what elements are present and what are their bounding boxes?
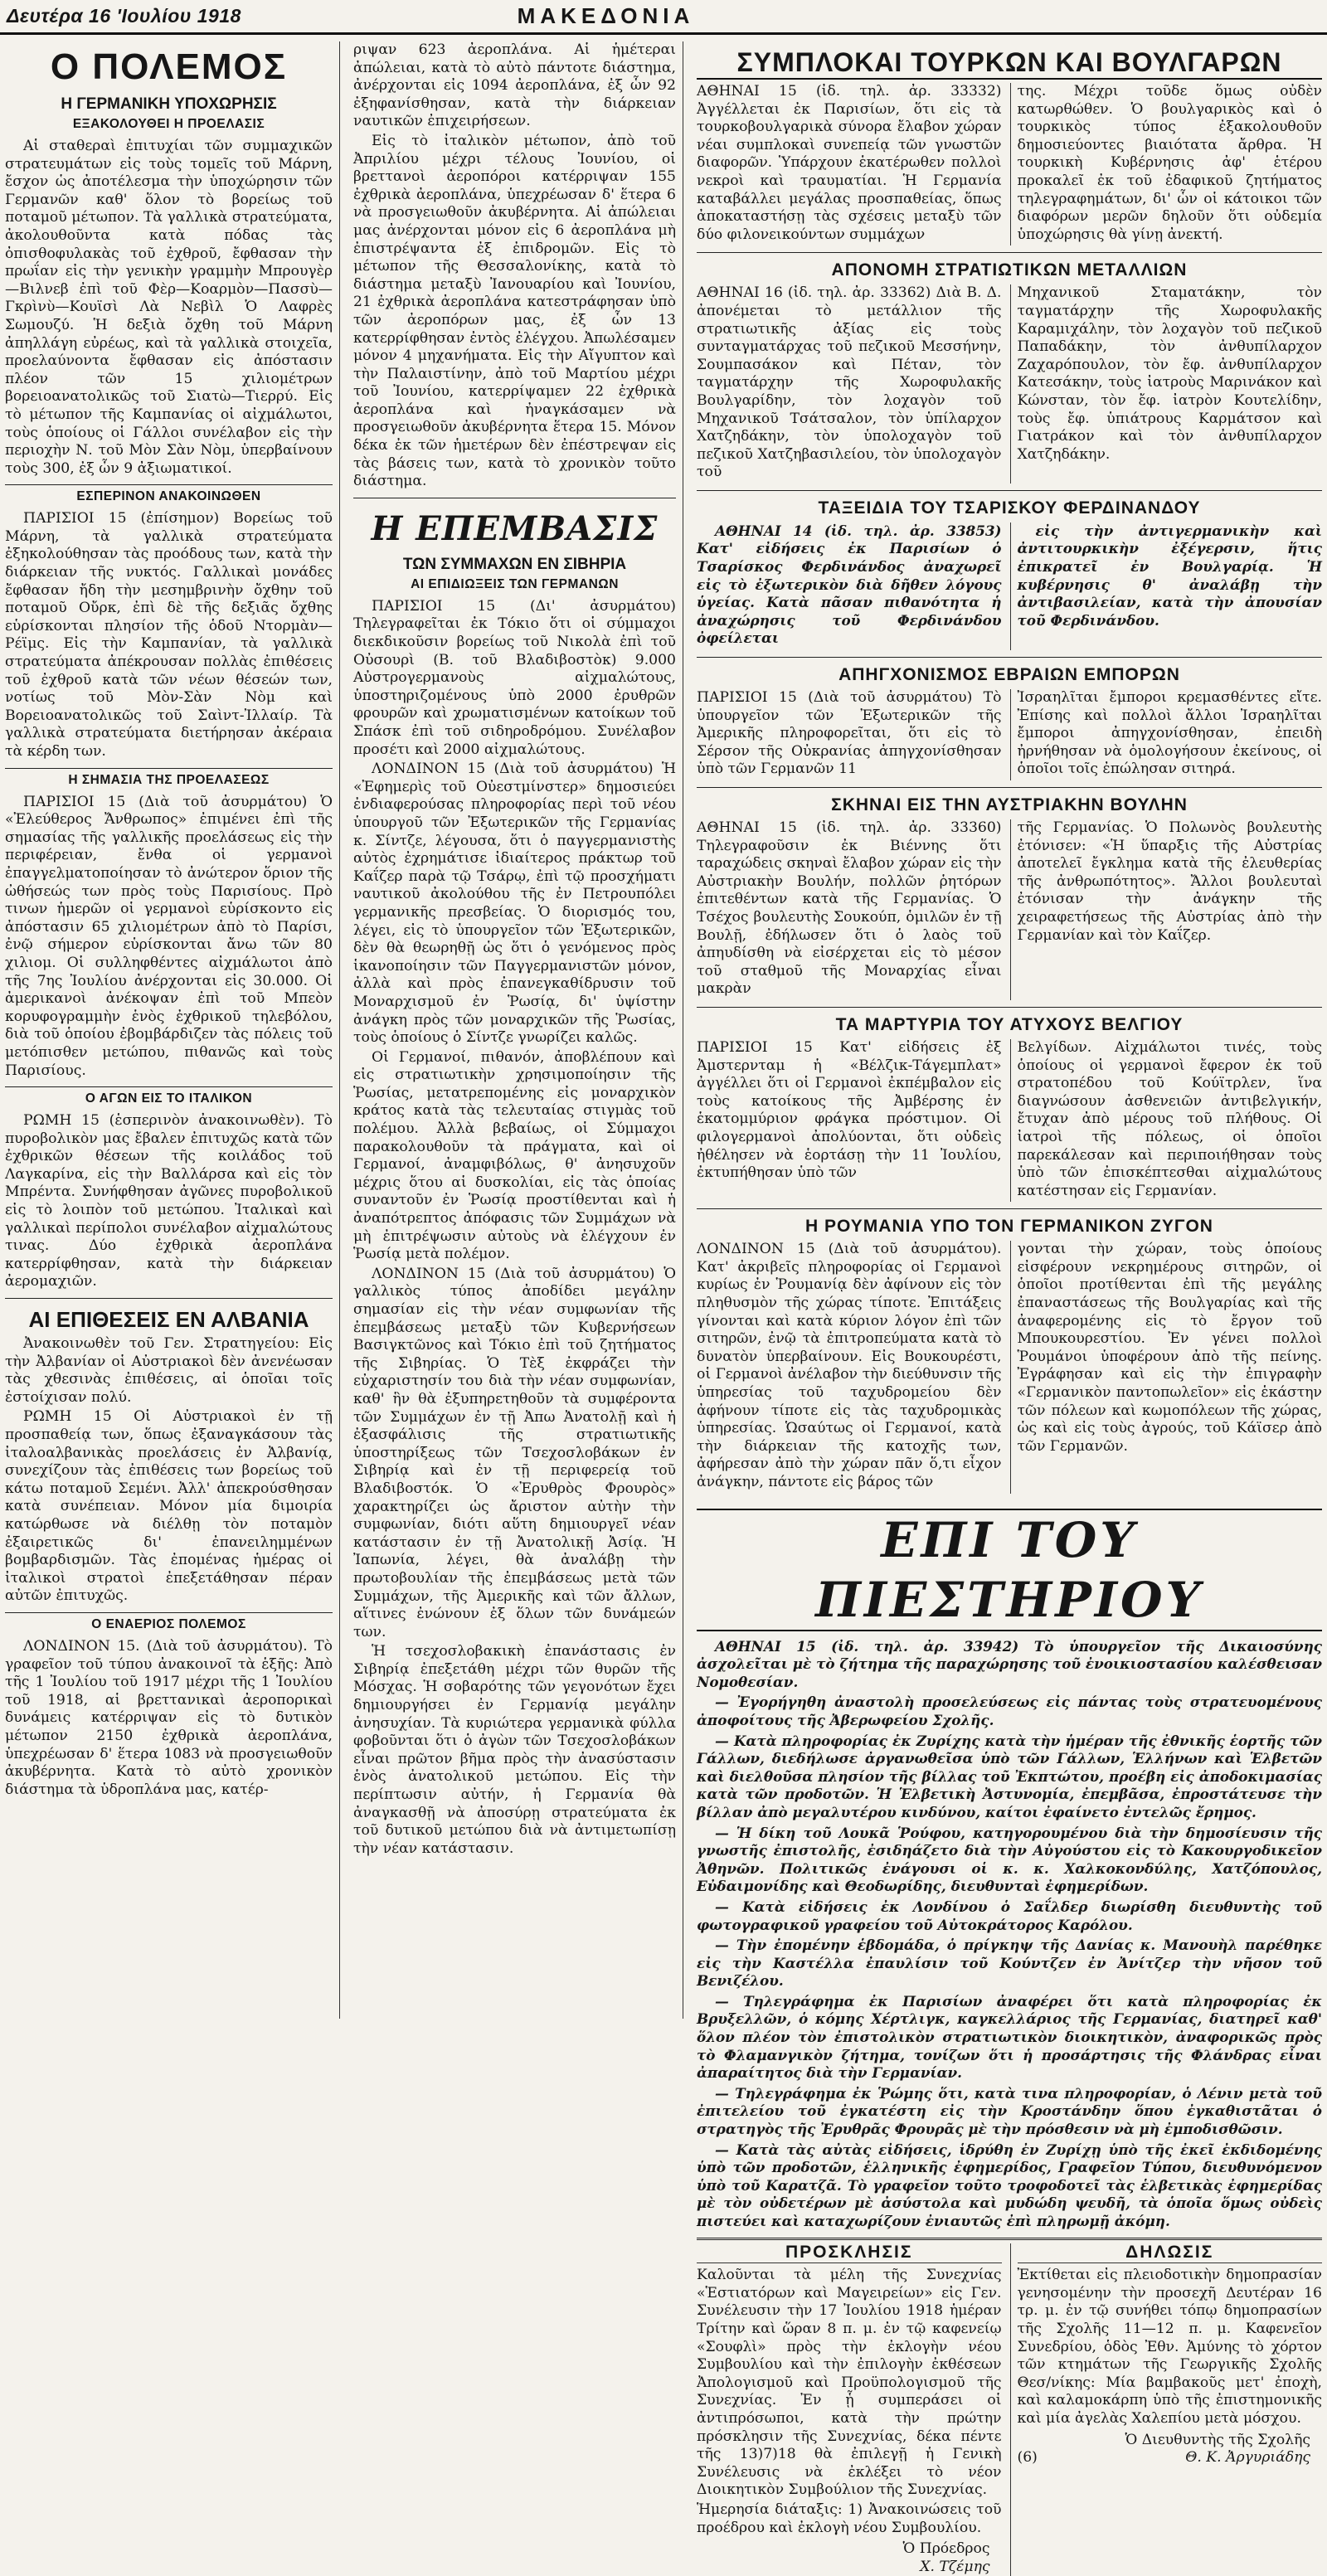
article-body: [697, 689, 1322, 780]
notice-body: Ἐκτίθεται εἰς πλειοδοτικὴν δημοπρασίαν γενησομένην τὴν προσεχῆ Δευτέραν 16 τρ. μ. ἐν τῷ συνήθει τόπῳ δημοπρασίων τῆς Σχολῆς 11—12 π. μ. Καφενεῖον Συνεδρίου, ὁδὸς Ἐθν. Ἀμύνης τὸ χόρτον τῶν κτημάτων τῆς Γεωργικῆς Σχολῆς Θεσ/νίκης: Μία βαμβακοῦς μετ' ἐποχὴ, καὶ καλαμοκάρπη ὑπὸ τῆς ἐπιστημονικῆς καὶ μία ἀγελὰς Χαλεπίου μετὰ μόσχου.: [1017, 2267, 1322, 2427]
divider: [697, 657, 1322, 658]
article-paragraph: της. Μέχρι τοῦδε ὅμως οὐδὲν κατωρθώθεν. Ὁ βουλγαρικὸς καὶ ὁ τουρκικὸς τύπος ἐξακολουθοῦν δημοσιεύοντες βιαιότατα ἄρθρα. Ἡ τουρκικὴ Κυβέρνησις ἀφ' ἑτέρου προκαλεῖ ἐκ τοῦ ἐδαφικοῦ ζητήματος τηλεγραφημάτων, δι' ὧν οἱ κάτοικοι τῶν διαφόρων μερῶν δηλοῦν ὅτι οὐδεμία ὑποχώρησις θὰ γίνῃ ἀνεκτή.: [1017, 83, 1322, 243]
article-body: [697, 83, 1322, 245]
divider: [697, 787, 1322, 788]
notices: [697, 2243, 1322, 2576]
article-paragraph: ΠΑΡΙΣΙΟΙ 15 (Διὰ τοῦ ἀσυρμάτου) Τὸ ὑπουργεῖον τῶν Ἐξωτερικῶν τῆς Ἀμερικῆς πληροφορεῖται, ὅτι εἰς τὸ Σέρσον τῆς Οὐκρανίας ἀπηγχονίσθησαν ὑπὸ τῶν Γερμανῶν 11: [697, 689, 1002, 778]
article-paragraph: Ἀνακοινωθὲν τοῦ Γεν. Στρατηγείου: Εἰς τὴν Ἀλβανίαν οἱ Αὐστριακοὶ δὲν ἀνενέωσαν τὰς χθεσινὰς ἐπιθέσεις, αἱ ὁποῖαι τοῖς ἐστοίχισαν πολύ.: [5, 1335, 333, 1406]
article-body: [697, 284, 1322, 484]
notice-title: ΔΗΛΩΣΙΣ: [1018, 2243, 1323, 2264]
article-title: ΤΑ ΜΑΡΤΥΡΙΑ ΤΟΥ ΑΤΥΧΟΥΣ ΒΕΛΓΙΟΥ: [835, 1014, 1184, 1034]
article-paragraph: ΠΑΡΙΣΙΟΙ 15 (Διὰ τοῦ ἀσυρμάτου) Ὁ «Ἐλεύθερος Ἄνθρωπος» ἐπιμένει ἐπὶ τῆς σημασίας τῆς γαλλικῆς προελάσεως εἰς τὴν περιφέρειαν, ἔνθα οἱ γερμανοὶ ἐπαγγελματοποίησαν τὸ ἀνώτερον ὅριον τῆς ὠθήσεώς των πρὸς τοὺς Παρισίους. Πρὸ τινων ἡμερῶν οἱ γερμανοὶ εὑρίσκοντο εἰς ἀπόστασιν 65 χιλιομέτρων ἀπὸ τὸ Παρίσι, ἐνῷ σήμερον εὑρίσκονται ἄνω τῶν 80 χιλιομ. Οἱ συλληφθέντες αἰχμάλωτοι ἀπὸ τῆς 7ης Ἰουλίου ἀνέρχονται εἰς 30.000. Οἱ ἀμερικανοὶ ἀνέκοψαν ἐπὶ τοῦ Μπεὸν κορυφογραμμὴν ἑνὸς ἐχθρικοῦ τηλεβόλου, διὰ τοῦ ὁποίου ἐβομβάρδιζεν τὰς πόλεις τοῦ μετόπισθεν μετώπου, πιθανῶς καὶ τοὺς Παρισίους.: [5, 793, 333, 1079]
divider: [697, 2238, 1322, 2240]
divider: [5, 1086, 333, 1087]
article-title: ΣΥΜΠΛΟΚΑΙ ΤΟΥΡΚΩΝ ΚΑΙ ΒΟΥΛΓΑΡΩΝ: [697, 46, 1322, 80]
article-paragraph: γονται τὴν χώραν, τοὺς ὁποίους εἰσφέρουν νεκρημέρους σιτηρῶν, οἱ ὁποῖοι προτίθενται ἐπὶ τῆς μεγάλης ἐπαναστάσεως τῆς Βουλγαρίας καὶ τῆς ἀναφερομένης εἰς τὸ ἔργον τοῦ Μπουκουρεστίου. Ἐν γένει πολλοὶ Ῥουμάνοι ὑποφέρουν ἀπὸ τῆς πείνης. Ἐγράφησαν καὶ εἰς τὴν ἐπιγραφὴν «Γερμανικὸν παντοπωλεῖον» εἰς ἑκάστην τῶν πόλεων καὶ κωμοπόλεων τῆς χώρας, ὡς καὶ εἰς τοὺς ἀγρούς, τοῦ Κάϊσερ ἀπὸ τῶν Γερμανῶν.: [1017, 1241, 1322, 1455]
notice-signature-role: Ὁ Πρόεδρος: [902, 2540, 990, 2558]
article-title: Η ΡΟΥΜΑΝΙΑ ΥΠΟ ΤΟΝ ΓΕΡΜΑΝΙΚΟΝ ΖΥΓΟΝ: [805, 1217, 1213, 1237]
notice-number: (6): [1017, 2449, 1038, 2467]
divider: [5, 1612, 333, 1613]
notice-body: Καλοῦνται τὰ μέλη τῆς Συνεχνίας «Ἑστιατόρων καὶ Μαγειρείων» εἰς Γεν. Συνέλευσιν τὴν 17 Ἰουλίου 1918 ἡμέραν Τρίτην καὶ ὥραν 8 π. μ. ἐν τῷ καφενείῳ «Σουφλὶ» πρὸς τὴν ἐκλογὴν νέου Συμβουλίου καὶ τὴν ἐπιλογὴν ἐκθέσεων Ἀπολογισμοῦ καὶ Προϋπολογισμοῦ τῆς Συνεχνίας. Ἐν ᾗ συμπεράσει οἱ ἀντιπρόσωποι, κατὰ τὴν πρώτην πρόσκλησιν τῆς Συνεχνίας, δέκα πέντε τῆς 13)7)18 θὰ ἐπιλεγῇ ἡ Γενικὴ Συνέλευσις νὰ ἐκλέξει τὸ νέον Διοικητικὸν Συμβούλιον τῆς Συνεχνίας.: [697, 2267, 1002, 2499]
article-paragraph: Ἰσραηλῖται ἔμποροι κρεμασθέντες εἴτε. Ἐπίσης καὶ πολλοὶ ἄλλοι Ἰσραηλῖται ἔμποροι ἀπηγχονίσθησαν, ἐπειδὴ ἠρνήθησαν νὰ ὁμολογήσουν ἐκείνους, οἱ ὁποῖοι τοῖς ἐπώλησαν σιτηρά.: [1017, 689, 1322, 778]
column-3: [690, 41, 1322, 2575]
divider: [697, 252, 1322, 253]
article-paragraph: ΡΩΜΗ 15 Οἱ Αὐστριακοὶ ἐν τῇ προσπαθείᾳ των, ὅπως ἐξαναγκάσουν τὰς ἰταλοαλβανικὰς προελάσεις ἐν Ἀλβανίᾳ, συνεχίζουν τὰς ἐπιθέσεις των βορείως τοῦ κάτω ποταμοῦ Σεμένι. Ἀλλ' ἀπεκρούσθησαν κατὰ συνέπειαν. Μόνον μία διμοιρία κατώρθωσε νὰ διέλθῃ τὸν ποταμὸν ἐξαιρετικῶς δι' ἐπανειλημμένων βομβαρδισμῶν. Τὰς ἐπομένας ἡμέρας οἱ ἰταλικοὶ στρατοὶ ἐπεξετάθησαν πέραν αὐτῶν ἐπιτυχῶς.: [5, 1408, 333, 1605]
article-paragraph: ΠΑΡΙΣΙΟΙ 15 (ἐπίσημον) Βορείως τοῦ Μάρνη, τὰ γαλλικὰ στρατεύματα ἐξηκολούθησαν τὰς προόδους των, κατὰ τὴν διάρκειαν τῆς νυκτός. Γαλλικαὶ μονάδες ἔφθασαν ἤδη τὴν μεσημβρινὴν ὄχθην τοῦ ποταμοῦ Οὔρκ, ἐπὶ δὲ τῆς δεξιᾶς ὄχθης εὑρίσκονται πλησίον τῆς ὁδοῦ Ντορμὰν—Ρέϊμς. Εἰς τὴν Καμπανίαν, τὰ γαλλικὰ στρατεύματα ἀπέκρουσαν πολλὰς ἐπιθέσεις τοῦ ἐχθροῦ κατὰ τῶν νέων θέσεών των, νοτίως τοῦ Μὸν-Σὰν Νὸμ καὶ Βορειοανατολικῶς τοῦ Σαὶντ-Ἰλλαίρ. Τὰ γαλλικὰ στρατεύματα διετήρησαν ἀκέραια τὰ κέρδη των.: [5, 510, 333, 760]
article-heading: Ο ΕΝΑΕΡΙΟΣ ΠΟΛΕΜΟΣ: [91, 1616, 246, 1631]
article-heading: Ο ΑΓΩΝ ΕΙΣ ΤΟ ΙΤΑΛΙΚΟΝ: [85, 1091, 253, 1106]
press-note: — Τηλεγράφημα ἐκ Ῥώμης ὅτι, κατὰ τινα πληροφορίαν, ὁ Λένιν μετὰ τοῦ ἐπιτελείου τοῦ ἐγκατέστη εἰς τὴν Κροστάνδην ὅπου ἐγκαθιστᾶται ὁ στρατηγὸς τῆς Ἐρυθρᾶς Φρουρᾶς μὲ τὴν πρόσθεσιν νὰ μὴ ἐμποδισθῶσιν.: [697, 2084, 1322, 2138]
notice-signature-name: Χ. Τζέμης: [920, 2558, 990, 2575]
press-note: — Κατὰ πληροφορίας ἐκ Ζυρίχης κατὰ τὴν ἡμέραν τῆς ἐθνικῆς ἑορτῆς τῶν Γάλλων, διεδήλωσε ἀργανωθεῖσα ὑπὸ τῶν Γάλλων, Ἑλλήνων καὶ Ἑλβετῶν καὶ διελθοῦσα πλησίον τῆς βίλλας τοῦ Ἐκπτώτου, προέβη εἰς ἀποδοκιμασίας κατὰ τῶν προδοτῶν. Ἡ Ἑλβετικὴ Ἀστυνομία, ἐπεμβᾶσα, ἐπροστάτευσε τὴν βίλλαν ἀπὸ μεγαλυτέρου κινδύνου, καίτοι ἐφαίνετο ἐντελῶς ἔρημος.: [697, 1732, 1322, 1820]
divider: [697, 490, 1322, 491]
notice-invitation: [697, 2243, 1002, 2576]
article-paragraph: ΑΘΗΝΑΙ 15 (ἰδ. τηλ. ἀρ. 33332) Ἀγγέλλεται ἐκ Παρισίων, ὅτι εἰς τὰ τουρκοβουλγαρικὰ σύνορα ἔλαβον χώραν νέαι συμπλοκαὶ συνεπείᾳ τῶν γνωστῶν διαφορῶν. Ὑπάρχουν ἑκατέρωθεν πολλοὶ νεκροὶ καὶ τραυματίαι. Ἡ Γερμανία καταβάλλει μεγάλας προσπαθείας, ὅπως ἀποκαταστήσῃ τὰς σχέσεις μεταξὺ τῶν δύο φιλονεικούντων συμμάχων: [697, 83, 1002, 243]
notice-agenda: Ἡμερησία διάταξις: 1) Ἀνακοινώσεις τοῦ προέδρου καὶ ἐκλογὴ νέου Συμβουλίου.: [697, 2501, 1002, 2536]
article-paragraph: Αἱ σταθεραὶ ἐπιτυχίαι τῶν συμμαχικῶν στρατευμάτων εἰς τοὺς τομεῖς τοῦ Μάρνη, ἔσχον ὡς ἀποτέλεσμα τὴν ὑποχώρησιν τῶν Γερμανῶν καθ' ὅλον τὸ βορείως τοῦ ποταμοῦ μέτωπον. Τὰ γαλλικὰ στρατεύματα, ἀκολουθοῦντα κατὰ πόδας τὰς ὀπισθοφυλακὰς τοῦ ἐχθροῦ, ἔφθασαν τὴν πρωΐαν εἰς τὴν γενικὴν γραμμὴν Μπρουγὲρ—Βιλνεβ ἐπὶ τοῦ Φὲρ—Κοαρμὸν—Πασσὺ—Γκρὶνὺ—Κουϊσὶ Λὰ Νεβὶλ Ὁ Λαφρὲς Σωμουζύ. Ἡ δεξιὰ ὄχθη τοῦ Μάρνη ἀπηλλάγη εὐρέως, καὶ τὰ γαλλικὰ στοιχεῖα, προελαύνοντα ἔφθασαν εἰς ἀπόστασιν πλέον τῶν 15 χιλιομέτρων βορειοανατολικῶς τοῦ Σιατὼ—Τιερρύ. Εἰς τὸ μέτωπον τῆς Καμπανίας οἱ αἰχμάλωτοι, τοὺς ὁποίους οἱ Γάλλοι συνέλαβον εἰς τὴν περιοχὴν Ν. τοῦ Μὸν Σὰν Νὸμ, ὑπερβαίνουν τοὺς 300, ἐξ ὧν 9 ἀξιωματικοί.: [5, 138, 333, 477]
article-paragraph: Εἰς τὸ ἰταλικὸν μέτωπον, ἀπὸ τοῦ Ἀπριλίου μέχρι τέλους Ἰουνίου, οἱ βρεττανοὶ ἀεροπόροι κατέρριψαν 155 ἐχθρικὰ ἀεροπλάνα, ὑπεχρέωσαν δ' ἕτερα 6 νὰ προσγειωθοῦν ἀκυβέρνητα. Αἱ ἀπώλειαι μας ἀνέρχονται μόνον εἰς 6 ἀεροπλάνα μὴ ἐπιστρέψαντα ἐξ ἐπιδρομῶν. Εἰς τὸ μέτωπον τῆς Θεσσαλονίκης, κατὰ τὸ διάστημα μεταξὺ Ἰανουαρίου καὶ Ἰουνίου, 21 ἐχθρικὰ ἀεροπλάνα κατεστράφησαν ὑπὸ τῶν ἀεροπόρων μας, ἐξ ὧν 13 κατερρίφθησαν ἐντὸς ἐλέγχου. Ἀπωλέσαμεν μόνον 4 μηχανήματα. Εἰς τὴν Αἴγυπτον καὶ τὴν Παλαιστίνην, ἀπὸ τοῦ Μαρτίου μέχρι τοῦ Ἰουνίου, κατερρίψαμεν 22 ἐχθρικὰ ἀεροπλάνα καὶ ἠναγκάσαμεν νὰ προσγειωθοῦν ἀκυβέρνητα ἕτερα 15. Μόνον δέκα ἐκ τῶν ἡμετέρων δὲν ἐπέστρεψαν εἰς τὰς βάσεις των, κατὰ τὸ χρονικὸν τοῦτο διάστημα.: [353, 132, 676, 490]
divider: [5, 768, 333, 769]
article-paragraph: ΠΑΡΙΣΙΟΙ 15 (Δι' ἀσυρμάτου) Τηλεγραφεῖται ἐκ Τόκιο ὅτι οἱ σύμμαχοι διεκδικοῦσιν βορείως τοῦ Νικολὰ ἐπὶ τοῦ Οὐσουρὶ (Β. τοῦ Βλαδιβοστὸκ) 9.000 Αὐστρογερμανοὺς αἰχμαλώτους, ὑποστηριζομένους ὑπὸ 2000 ἐρυθρῶν φρουρῶν καὶ χρωματισμένων κατοίκων τοῦ Σπάσκ ἐπὶ τοῦ σιδηροδρόμου. Συνέλαβον προσέτι καὶ 2000 αἰχμαλώτους.: [353, 597, 676, 758]
divider: [5, 484, 333, 485]
press-note: ΑΘΗΝΑΙ 15 (ἰδ. τηλ. ἀρ. 33942) Τὸ ὑπουργεῖον τῆς Δικαιοσύνης ἀσχολεῖται μὲ τὸ ζήτημα τῆς παραχώρησης τοῦ ἐνοικιοστασίου καλέσθεισαν Νομοθεσίαν.: [697, 1637, 1322, 1690]
article-heading: Η ΣΗΜΑΣΙΑ ΤΗΣ ΠΡΟΕΛΑΣΕΩΣ: [68, 772, 270, 787]
article-heading: ΑΙ ΕΠΙΘΕΣΕΙΣ ΕΝ ΑΛΒΑΝΙΑ: [28, 1307, 309, 1333]
war-section-title: Ο ΠΟΛΕΜΟΣ: [50, 46, 288, 87]
divider: [5, 1298, 333, 1299]
article-paragraph: ριψαν 623 ἀεροπλάνα. Αἱ ἡμέτεραι ἀπώλειαι, κατὰ τὸ αὐτὸ πάντοτε διάστημα, ἀνέρχονται εἰς 1094 ἀεροπλάνα, ἐξ ὧν 92 ἐξηφανίσθησαν, κατὰ τὴν διάρκειαν ναυτικῶν ἐπιχειρήσεων.: [353, 41, 676, 130]
article-paragraph: ΛΟΝΔΙΝΟΝ 15 (Διὰ τοῦ ἀσυρμάτου) Ἡ «Ἐφημερὶς τοῦ Οὐεστμίνστερ» δημοσιεύει ἐνδιαφερούσας πληροφορίας περὶ τοῦ νέου ὑπουργοῦ τῶν Ἐξωτερικῶν τῆς Γερμανίας κ. Σίντζε, λέγουσα, ὅτι ὁ παγγερμανιστὴς αὐτὸς ἐχρημάτισε ἰδιαίτερος πράκτωρ τοῦ Καΐζερ παρὰ τῷ Τσάρῳ, ἐπὶ τῷ προσχήματι ναυτικοῦ ἀκολούθου τῆς ἐν Πετρουπόλει γερμανικῆς πρεσβείας. Ὁ διορισμός του, λέγει, εἰς τὸ ὑπουργεῖον τῶν Ἐξωτερικῶν, δὲν θὰ θεωρηθῇ ὡς ὅτι ὁ γενόμενος πρὸς ἱκανοποίησιν τῶν Παγγερμανιστῶν μόνον, ἀλλὰ καὶ πρὸς ἐπανεγκαθίδρυσιν τοῦ Μοναρχισμοῦ ἐν Ῥωσίᾳ, δι' ὑψίστην ἀνάγκη πρὸς τῶν μοναρχικῶν τῆς Ῥωσίας, τοὺς ὁποίους ὁ Σίντζε γνωρίζει καλῶς.: [353, 761, 676, 1047]
article-paragraph: εἰς τὴν ἀντιγερμανικὴν καὶ ἀντιτουρκικὴν ἐξέγερσιν, ἥτις ἐπικρατεῖ ἐν Βουλγαρίᾳ. Ἡ κυβέρνησις θ' ἀναλάβῃ τὴν ἀντιβασιλείαν, κατὰ τὴν ἀπουσίαν τοῦ Φερδινάνδου.: [1017, 522, 1322, 629]
article-paragraph: ΛΟΝΔΙΝΟΝ 15. (Διὰ τοῦ ἀσυρμάτου). Τὸ γραφεῖον τοῦ τύπου ἀνακοινοῖ τὰ ἑξῆς: Ἀπὸ τῆς 1 Ἰουλίου τοῦ 1917 μέχρι τῆς 1 Ἰουλίου τοῦ 1918, αἱ βρεττανικαὶ ἀεροπορικαὶ δυνάμεις κατέρριψαν εἰς τὸ δυτικὸν μέτωπον 2150 ἐχθρικὰ ἀεροπλάνα, ὑπεχρέωσαν δ' ἕτερα 1083 νὰ προσγειωθοῦν ἀκυβέρνητα. Κατὰ τὸ αὐτὸ χρονικὸν διάστημα τὰ ὑδροπλάνα μας, κατέρ-: [5, 1637, 333, 1798]
notice-declaration: [1010, 2243, 1323, 2576]
article-title: ΤΑΞΕΙΔΙΑ ΤΟΥ ΤΣΑΡΙΣΚΟΥ ΦΕΡΔΙΝΑΝΔΟΥ: [818, 498, 1201, 518]
article-paragraph: Ἡ τσεχοσλοβακικὴ ἐπανάστασις ἐν Σιβηρίᾳ ἐπεξετάθη μέχρι τῶν θυρῶν τῆς Μόσχας. Ἡ σοβαρότης τῶν γεγονότων ἔχει δημιουργήσει ἐν Γερμανίᾳ μεγάλην ἀνησυχίαν. Τὰ κυριώτερα γερμανικὰ φύλλα φοβοῦνται ὅτι ὁ ἀγὼν τῶν Τσεχοσλοβάκων εἶναι πρῶτον βῆμα πρὸς τὴν ἀνασύστασιν ἑνὸς ἀνατολικοῦ μετώπου. Εἰς τὴν περίπτωσιν αὐτήν, ἡ Γερμανία θὰ ἀναγκασθῇ νὰ ἀποσύρῃ στρατεύματα ἐκ τοῦ δυτικοῦ μετώπου διὰ νὰ ἀντιμετωπίσῃ τὴν νέαν κατάστασιν.: [353, 1643, 676, 1857]
masthead: [0, 0, 1327, 35]
article-paragraph: Μηχανικοῦ Σταματάκην, τὸν ταγματάρχην τῆς Χωροφυλακῆς Καραμιχάλην, τὸν λοχαγὸν τοῦ πεζικοῦ Παπαδάκην, τὸν ἀνθυπίλαρχον Ζαχαρόπουλον, τὸν ἔφ. ἀνθυπίλαρχον Κατεσάκην, τοὺς ἰατροὺς Μαρινάκον καὶ Κώνσταν, τὸν ἔφ. ἰατρὸν Κουτελίδην, τοὺς ἔφ. ὑπιάτρους Καρμάτσον καὶ Γιατράκον καὶ τὸν ἀνθυπίλαρχον Χατζηδάκην.: [1017, 284, 1322, 463]
press-note: — Τὴν ἐπομένην ἑβδομάδα, ὁ πρίγκηψ τῆς Δανίας κ. Μανουὴλ παρέθηκε εἰς τὴν Καστέλλα ἐπαυλίσιν τοῦ Κούντζεν ἐν Ἀνίτζερ τὴν νῆσον τοῦ Βενιζέλου.: [697, 1937, 1322, 1990]
divider: [697, 1208, 1322, 1209]
article-title: ΣΚΗΝΑΙ ΕΙΣ ΤΗΝ ΑΥΣΤΡΙΑΚΗΝ ΒΟΥΛΗΝ: [831, 795, 1188, 814]
column-1: [5, 41, 340, 2019]
article-paragraph: ΛΟΝΔΙΝΟΝ 15 (Διὰ τοῦ ἀσυρμάτου). Κατ' ἀκριβεῖς πληροφορίας οἱ Γερμανοὶ κυρίως ἐν Ῥουμανίᾳ δὲν ἀφίνουν εἰς τὸν πληθυσμὸν τῆς χώρας τίποτε. Ἐπιτάξεις γίνονται καὶ κατὰ κύριον λόγον ἐπὶ τῶν σιτηρῶν, ἐνῷ τὰ ἐπιτροπεύματα κατὰ τὸ δυνατὸν ὑπερβαίνουν. Εἰς Βουκουρέστι, οἱ Γερμανοὶ ἀνέλαβον τὴν διεύθυνσιν τῆς ὑπηρεσίας τοῦ ταχυδρομείου δὲν ἀφήνουν τίποτε εἰς τὰς ταχυδρομικὰς ὑπηρεσίας. Ὡσαύτως οἱ Γερμανοί, κατὰ τὴν διάρκειαν τῆς κατοχῆς των, ἀφήρεσαν ἀπὸ τὴν χώραν πᾶν ὅ,τι εἶχον ἀνάγκην, πάντοτε εἰς βάρος τῶν: [697, 1241, 1002, 1490]
press-note: — Ἡ δίκη τοῦ Λουκᾶ Ῥούφου, κατηγορουμένου διὰ τὴν δημοσίευσιν τῆς γνωστῆς ἐπιστολῆς, ἐσιδηάζετο διὰ τὴν Αὐγούστου εἰς τὸ Κακουργοδικεῖον Ἀθηνῶν. Πολιτικῶς ἐνάγουσι οἱ κ. κ. Χαλκοκονδύλης, Χατζόπουλος, Εὐδαιμονίδης καὶ Θεοδωρίδης, διευθυνταὶ ἐφημερίδων.: [697, 1824, 1322, 1895]
article-subheading: ΑΙ ΕΠΙΔΙΩΞΕΙΣ ΤΩΝ ΓΕΡΜΑΝΩΝ: [411, 576, 619, 591]
divider: [697, 1007, 1322, 1008]
press-note: — Τηλεγράφημα ἐκ Παρισίων ἀναφέρει ὅτι κατὰ πληροφορίας ἐκ Βρυξελλῶν, ὁ κόμης Χέρτλιγκ, καγκελλάριος τῆς Γερμανίας, διατηρεῖ καθ' ὅλον πλέον τὸν ἐπιστολικὸν στρατιωτικὸν διοικητικὸν, ἀναφορικῶς πρὸς τὸ Φλαμανγικὸν ζήτημα, τονίζων ὅτι ἡ προσάρτησις τῆς Φλάνδρας εἶναι ἀπαραίτητος διὰ τὴν Γερμανίαν.: [697, 1992, 1322, 2082]
article-heading: ΕΣΠΕΡΙΝΟΝ ΑΝΑΚΟΙΝΩΘΕΝ: [76, 489, 261, 504]
article-subheading: ΕΞΑΚΟΛΟΥΘΕΙ Η ΠΡΟΕΛΑΣΙΣ: [72, 117, 265, 131]
notice-title: ΠΡΟΣΚΛΗΣΙΣ: [697, 2243, 1002, 2264]
newspaper-title: ΜΑΚΕΔΟΝΙΑ: [517, 3, 695, 28]
article-paragraph: ΑΘΗΝΑΙ 15 (ἰδ. τηλ. ἀρ. 33360) Τηλεγραφοῦσιν ἐκ Βιέννης ὅτι ταραχώδεις σκηναὶ ἔλαβον χώραν εἰς τὴν Αὐστριακὴν Βουλήν, πολλῶν ῥητόρων ἐπιτεθέντων κατὰ τῆς Γερμανίας. Ὁ Τσέχος βουλευτὴς Σουκούπ, ὁμιλῶν ἐν τῇ Βουλῇ, ἐδήλωσεν ὅτι ὁ λαὸς τοῦ ἀπηυδίσθη νὰ εἰσέρχεται εἰς τὸ μέσον τοῦ σταθμοῦ τῆς Μοναρχίας εἶναι μακρὰν: [697, 819, 1002, 998]
article-paragraph: ΛΟΝΔΙΝΟΝ 15 (Διὰ τοῦ ἀσυρμάτου) Ὁ γαλλικὸς τύπος ἀποδίδει μεγάλην σημασίαν εἰς τὴν νέαν συμφωνίαν τῆς ἐπεμβάσεως μεταξὺ τῶν Κυβερνήσεων Βασιγκτῶνος καὶ Τόκιο ἐπὶ τοῦ ζητήματος τῆς Σιβηρίας. Ὁ Τὲξ ἐκφράζει τὴν εὐχαριστησίν του διὰ τὴν νέαν συμφωνίαν, καθ' ἣν θὰ ἐξυπηρετηθοῦν τὰ συμφέροντα τῶν Συμμάχων ἐν τῇ Ἀπω Ἀνατολῇ καὶ ἡ ἐξασφάλισις τῆς στρατιωτικῆς ὑποστηρίξεως τῶν Τσεχοσλοβάκων ἐν Σιβηρίᾳ καὶ ἐν τῇ περιφερείᾳ τοῦ Βλαδιβοστόκ. Ὁ «Ἐρυθρὸς Φρουρὸς» χαρακτηρίζει ὡς ἄριστον αὐτὴν τὴν συμφωνίαν, διότι αὕτη δημιουργεῖ νέαν κατάστασιν ἐν τῇ Ἀνατολικῇ Ἀσίᾳ. Ἡ Ἰαπωνία, λέγει, θὰ ἀναλάβῃ τὴν πρωτοβουλίαν τῆς ἐπεμβάσεως μετὰ τῶν Συμμάχων, τῆς Ἀμερικῆς καὶ τῶν ἄλλων, αἵτινες ἐνώνουν ἐξ ὅλων τῶν δυνάμεών των.: [353, 1265, 676, 1640]
notice-signature-role: Ὁ Διευθυντὴς τῆς Σχολῆς: [1125, 2431, 1310, 2448]
article-paragraph: ΑΘΗΝΑΙ 14 (ἰδ. τηλ. ἀρ. 33853) Κατ' εἰδήσεις ἐκ Παρισίων ὁ Τσαρίσκος Φερδινάνδος ἀναχωρεῖ εἰς τὸ ἐξωτερικὸν διὰ δῆθεν λόγους ὑγείας. Κατὰ πᾶσαν πιθανότητα ἡ ἀναχώρησις τοῦ Φερδινάνδου ὀφείλεται: [697, 522, 1002, 647]
notice-footer: [1018, 2449, 1323, 2467]
article-body: [697, 1039, 1322, 1202]
notice-signature-name: Θ. Κ. Ἀργυριάδης: [1185, 2449, 1310, 2467]
column-2: [347, 41, 683, 2019]
article-paragraph: Οἱ Γερμανοί, πιθανόν, ἀποβλέπουν καὶ εἰς στρατιωτικὴν χρησιμοποίησιν τῆς Ῥωσίας, μετατρεπομένης εἰς μοναρχικὸν κράτος κατὰ τὰς τελευταίας στιγμὰς τοῦ πολέμου. Ἀλλὰ βεβαίως, οἱ Σύμμαχοι παρακολουθοῦν τὰ πράγματα, καὶ οἱ Γερμανοί, ἀναμφιβόλως, θ' ἀνησυχοῦν μέχρις ὅτου αἱ δυσκολίαι, εἰς τὰς ὁποίας συναντοῦν ἐν Ῥωσίᾳ προστίθενται καὶ ἡ ἀναπότρεπτος ἀπόφασις τῶν Συμμάχων νὰ μὴ ἐπιτρέψωσιν αὐτοὺς νὰ ἐλέγχουν ἐν Ῥωσίᾳ μετὰ πολέμον.: [353, 1048, 676, 1263]
article-title: ΑΠΟΝΟΜΗ ΣΤΡΑΤΙΩΤΙΚΩΝ ΜΕΤΑΛΛΙΩΝ: [831, 260, 1188, 280]
article-title: ΑΠΗΓΧΟΝΙΣΜΟΣ ΕΒΡΑΙΩΝ ΕΜΠΟΡΩΝ: [838, 665, 1180, 685]
article-body: [697, 819, 1322, 1000]
press-note: — Κατὰ εἰδήσεις ἐκ Λονδίνου ὁ Σαΐλδερ διωρίσθη διευθυντὴς τοῦ φωτογραφικοῦ γραφείου τοῦ Αὐτοκράτορος Καρόλου.: [697, 1898, 1322, 1933]
article-body: [697, 1241, 1322, 1493]
article-paragraph: τῆς Γερμανίας. Ὁ Πολωνὸς βουλευτὴς ἐτόνισεν: «Ἡ ὕπαρξις τῆς Αὐστρίας ἀποτελεῖ ἔγκλημα κατὰ τῆς ἐλευθερίας τῆς ἀνθρωπότητος». Ἄλλοι βουλευταὶ ἐτόνισαν τὴν ἀνάγκην τῆς χειραφετήσεως τῆς Αὐστρίας ἀπὸ τὴν Γερμανίαν καὶ τὸν Καΐζερ.: [1017, 819, 1322, 944]
article-heading: Η ΓΕΡΜΑΝΙΚΗ ΥΠΟΧΩΡΗΣΙΣ: [61, 95, 277, 113]
article-title: Η ΕΠΕΜΒΑΣΙΣ: [371, 508, 659, 548]
press-note: — Ἐγορήγηθη ἀναστολὴ προσελεύσεως εἰς πάντας τοὺς στρατευομένους ἀποφοίτους τῆς Ἀβερωφείου Σχολῆς.: [697, 1694, 1322, 1728]
article-body: [697, 522, 1322, 650]
article-paragraph: ΡΩΜΗ 15 (ἑσπερινὸν ἀνακοινωθὲν). Τὸ πυροβολικὸν μας ἔβαλεν ἐπιτυχῶς κατὰ τῶν ἐχθρικῶν θέσεων τῆς κοιλάδος τοῦ Λαγκαρίνα, εἰς τὴν Βαλλάρσα καὶ εἰς τὸν Μπρέντα. Συνήφθησαν ἀγῶνες πυροβολικοῦ εἰς τὸ λοιπὸν τοῦ μετώπου. Ἰταλικαὶ καὶ γαλλικαὶ περίπολοι συνέλαβον αἰχμαλώτους τινας. Δύο ἐχθρικὰ ἀεροπλάνα κατερρίφθησαν, κατὰ τὴν διάρκειαν ἀερομαχιῶν.: [5, 1112, 333, 1290]
issue-date: Δευτέρα 16 'Ιουλίου 1918: [7, 5, 241, 27]
press-banner: ΕΠΙ ΤΟΥ ΠΙΕΣΤΗΡΙΟΥ: [697, 1509, 1322, 1631]
article-paragraph: ΑΘΗΝΑΙ 16 (ἰδ. τηλ. ἀρ. 33362) Διὰ Β. Δ. ἀπονέμεται τὸ μετάλλιον τῆς στρατιωτικῆς ἀξίας εἰς τοὺς συνταγματάρχας τοῦ πεζικοῦ Μεσσήνην, Σουμπασάκον καὶ Πέταν, τὸν ταγματάρχην τῆς Χωροφυλακῆς Βουλγαρίδην, τὸν λοχαγὸν τοῦ Μηχανικοῦ Τσάτσαλον, τὸν ὑπίλαρχον Χατζηδάκην, τὸν ὑπολοχαγὸν τοῦ πεζικοῦ Χατζηβασιλείου, τὸν ὑπολοχαγὸν τοῦ: [697, 284, 1002, 481]
article-paragraph: Βελγίδων. Αἰχμάλωτοι τινές, τοὺς ὁποίους οἱ γερμανοὶ ἔφερον ἐκ τοῦ στρατοπέδου τοῦ Κούϊτρλεν, ἵνα διαγνώσουν ἀσθενειῶν ἀντιβελγικήν, ἔτυχαν ἀπὸ μέρους τοῦ πλήθους. Οἱ ἰατροὶ τῆς πόλεως, οἱ ὁποῖοι παρεκάλεσαν καὶ περιποιήθησαν τοὺς ὑπὸ τῶν ἐπισκέπτεσθαι αἰχμαλώτους κατέστησαν εἰς Γερμανίαν.: [1017, 1038, 1322, 1199]
press-notes: [697, 1638, 1322, 2231]
article-paragraph: ΠΑΡΙΣΙΟΙ 15 Κατ' εἰδήσεις ἐξ Ἀμστερνταμ ἡ «Βέλζικ-Τάγεμπλατ» ἀγγέλλει ὅτι οἱ Γερμανοὶ ἐκπέμβαλον εἰς τοὺς κατοίκους τῆς Ἀμβέρσης ἐν ἑκατομμύριον φράγκα πρόστιμον. Οἱ φιλογερμανοὶ ἀπολύονται, ὅτι οὐδεὶς ἠθέλησεν νὰ ἑορτάσῃ τὴν 11 Ἰουλίου, ἐκτυπήθησαν ὑπὸ τῶν: [697, 1038, 1002, 1182]
press-note: — Κατὰ τὰς αὐτὰς εἰδήσεις, ἱδρύθη ἐν Ζυρίχῃ ὑπὸ τῆς ἐκεῖ ἐκδιδομένης ὑπὸ τῶν προδοτῶν, ἑλληνικῆς ἐφημερίδος, Γραφεῖον Τύπου, διευθυνόμενον ὑπὸ τοῦ Καρατζᾶ. Τὸ γραφεῖον τοῦτο τροφοδοτεῖ τὰς ἑλβετικὰς ἐφημερίδας μὲ τὸν οὐδετέρων μὲ ἀσύστολα καὶ μυδώδη ψευδῆ, τὰ ὁποῖα ὅμως οὐδεὶς πιστεύει καὶ καταχωρίζουν ἐνιαυτῶς ἐπὶ πληρωμῇ ἀκόμη.: [697, 2141, 1322, 2229]
article-heading: ΤΩΝ ΣΥΜΜΑΧΩΝ ΕΝ ΣΙΒΗΡΙΑ: [402, 555, 627, 573]
